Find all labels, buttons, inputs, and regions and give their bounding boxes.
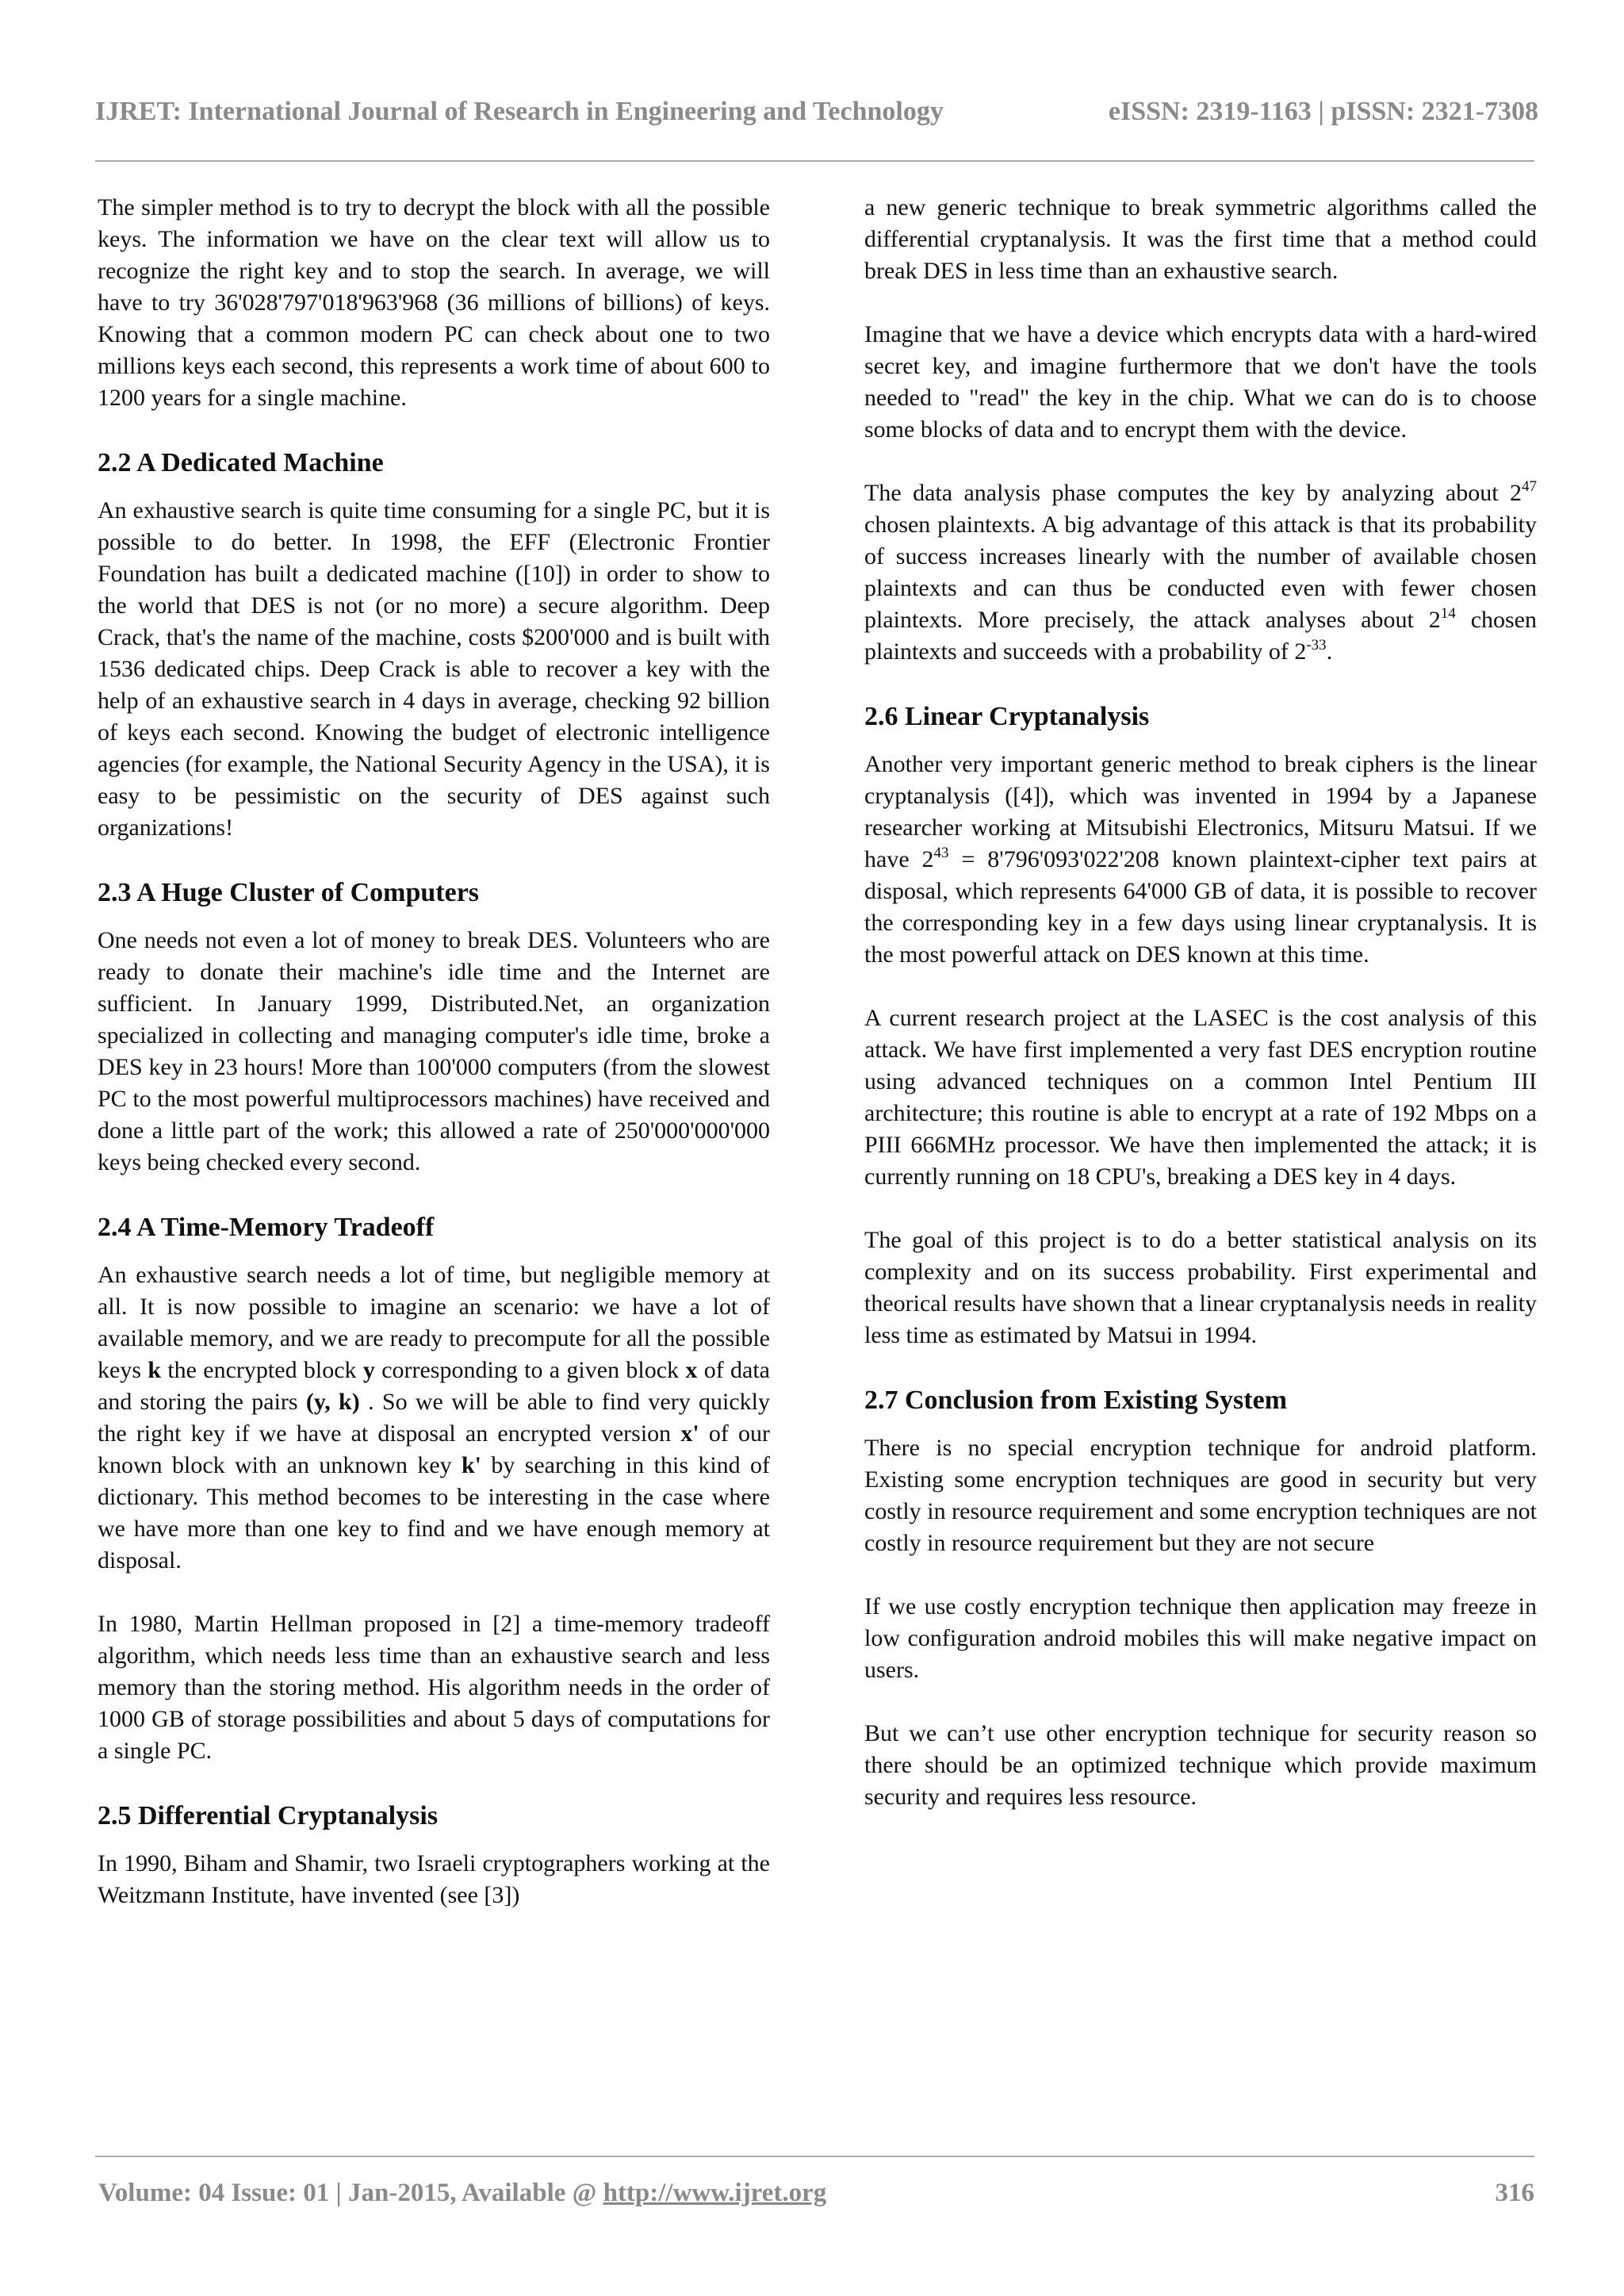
journal-title: IJRET: International Journal of Research in Engineering and Technology (95, 97, 944, 126)
var-k-prime: k' (461, 1452, 482, 1478)
paragraph-differential-start: In 1990, Biham and Shamir, two Israeli cryptographers working at the Weitzmann Institute, have invented (see [3]) (98, 1850, 770, 1908)
var-k: k (147, 1357, 161, 1383)
exponent: 14 (1440, 605, 1456, 622)
paragraph-linear-a: Another very important generic method to break ciphers is the linear cryptanalysis ([4]), which was invented in 1994 by a Japanese researcher working at Mitsubishi Electronics, Mitsuru Matsui. If we have $2^{43} = 8'796'093'022'208$ known plaintext-cipher text pairs at disposal, which represents 64'000 GB of data, it is possible to recover the corresponding key in a few days using linear cryptanalysis. It is the most powerful attack on DES known at this time. (864, 751, 1537, 968)
paragraph-exhaustive-search: The simpler method is to try to decrypt the block with all the possible keys. The information we have on the clear text will allow us to recognize the right key and to stop the search. In average, we will have to try 36'028'797'018'963'968 (36 millions of billions) of keys. Knowing that a common modern PC can check about one to two millions keys each second, this represents a work time of about 600 to 1200 years for a single machine. (98, 194, 770, 411)
paragraph-conclusion-c: But we can’t use other encryption technique for security reason so there should be an optimized technique which provide maximum security and requires less resource. (864, 1720, 1537, 1810)
exponent: 47 (1522, 478, 1537, 495)
left-column (98, 192, 770, 1943)
section-heading-2-3: 2.3 A Huge Cluster of Computers (98, 878, 480, 907)
paragraph-conclusion-b: If we use costly encryption technique then application may freeze in low configuration android mobiles this will make negative impact on users. (864, 1593, 1537, 1683)
paragraph-cluster: One needs not even a lot of money to break DES. Volunteers who are ready to donate their machine's idle time and the Internet are sufficient. In January 1999, Distributed.Net, an organization specialized in collecting and managing computer's idle time, broke a DES key in 23 hours! More than 100'000 computers (from the slowest PC to the most powerful multiprocessors machines) have received and done a little part of the work; this allowed a rate of 250'000'000'000 keys being checked every second. (98, 927, 770, 1175)
paragraph-linear-b: A current research project at the LASEC is the cost analysis of this attack. We have first implemented a very fast DES encryption routine using advanced techniques on a common Intel Pentium III architecture; this routine is able to encrypt at a rate of 192 Mbps on a PIII 666MHz processor. We have then implemented the attack; it is currently running on 18 CPU's, breaking a DES key in 4 days. (864, 1005, 1537, 1190)
issn-label: eISSN: 2319-1163 | pISSN: 2321-7308 (1108, 97, 1538, 126)
paragraph-time-memory-a: An exhaustive search needs a lot of time, but negligible memory at all. It is now possible to imagine an scenario: we have a lot of available memory, and we are ready to precompute for all the possible keys k the encrypted block y corresponding to a given block x of data and storing the pairs (y, k) . So we will be able to find very quickly the right key if we have at disposal an encrypted version x' of our known block with an unknown key k' by searching in this kind of dictionary. This method becomes to be interesting in the case where we have more than one key to find and we have enough memory at disposal. (98, 1262, 771, 1573)
journal-link[interactable]: http://www.ijret.org (603, 2179, 827, 2207)
header-divider (95, 160, 1534, 162)
running-footer (95, 2179, 1534, 2218)
var-y: y (362, 1357, 375, 1383)
paragraph-differential-device: Imagine that we have a device which encrypts data with a hard-wired secret key, and imagine furthermore that we don't have the tools needed to "read" the key in the chip. What we can do is to choose some blocks of data and to encrypt them with the device. (864, 321, 1537, 443)
paragraph-dedicated-machine: An exhaustive search is quite time consuming for a single PC, but it is possible to do better. In 1998, the EFF (Electronic Frontier Foundation has built a dedicated machine ([10]) in order to show to the world that DES is not (or no more) a secure algorithm. Deep Crack, that's the name of the machine, costs $200'000 and is built with 1536 dedicated chips. Deep Crack is able to recover a key with the help of an exhaustive search in 4 days in average, checking 92 billion of keys each second. Knowing the budget of electronic intelligence agencies (for example, the National Security Agency in the USA), it is easy to be pessimistic on the security of DES against such organizations! (98, 497, 770, 841)
paragraph-conclusion-a: There is no special encryption technique for android platform. Existing some encryption techniques are good in security but very costly in resource requirement and some encryption techniques are not costly in resource requirement but they are not secure (864, 1435, 1537, 1556)
footer-volume: Volume: 04 Issue: 01 | Jan-2015, Available @ http://www.ijret.org (98, 2179, 827, 2207)
section-heading-2-2: 2.2 A Dedicated Machine (98, 448, 384, 477)
paragraph-differential-cont: a new generic technique to break symmetric algorithms called the differential cryptanalysis. It was the first time that a method could break DES in less time than an exhaustive search. (864, 194, 1537, 284)
paragraph-time-memory-b: In 1980, Martin Hellman proposed in [2] a time-memory tradeoff algorithm, which needs less time than an exhaustive search and less memory than the storing method. His algorithm needs in the order of 1000 GB of storage possibilities and about 5 days of computations for a single PC. (98, 1611, 770, 1764)
exponent: 43 (933, 845, 949, 861)
section-heading-2-6: 2.6 Linear Cryptanalysis (864, 702, 1150, 731)
section-heading-2-7: 2.7 Conclusion from Existing System (864, 1386, 1288, 1415)
section-heading-2-5: 2.5 Differential Cryptanalysis (98, 1801, 439, 1830)
running-header (95, 94, 1538, 141)
exponent: -33 (1306, 637, 1327, 654)
section-heading-2-4: 2.4 A Time-Memory Tradeoff (98, 1213, 435, 1242)
right-column (864, 192, 1537, 1845)
var-x: x (685, 1357, 698, 1383)
page-number: 316 (1495, 2179, 1534, 2207)
footer-divider (95, 2156, 1534, 2157)
paragraph-differential-analysis: The data analysis phase computes the key by analyzing about $2^{47}$ chosen plaintexts. A big advantage of this attack is that its probability of success increases linearly with the number of available chosen plaintexts and can thus be conducted even with fewer chosen plaintexts. More precisely, the attack analyses about $2^{14}$ chosen plaintexts and succeeds with a probability of $2^{-33}$. (864, 478, 1537, 665)
var-x-prime: x' (680, 1420, 699, 1447)
paragraph-linear-c: The goal of this project is to do a better statistical analysis on its complexity and on its success probability. First experimental and theorical results have shown that a linear cryptanalysis needs in reality less time as estimated by Matsui in 1994. (864, 1227, 1537, 1348)
var-yk: (y, k) (305, 1389, 360, 1415)
